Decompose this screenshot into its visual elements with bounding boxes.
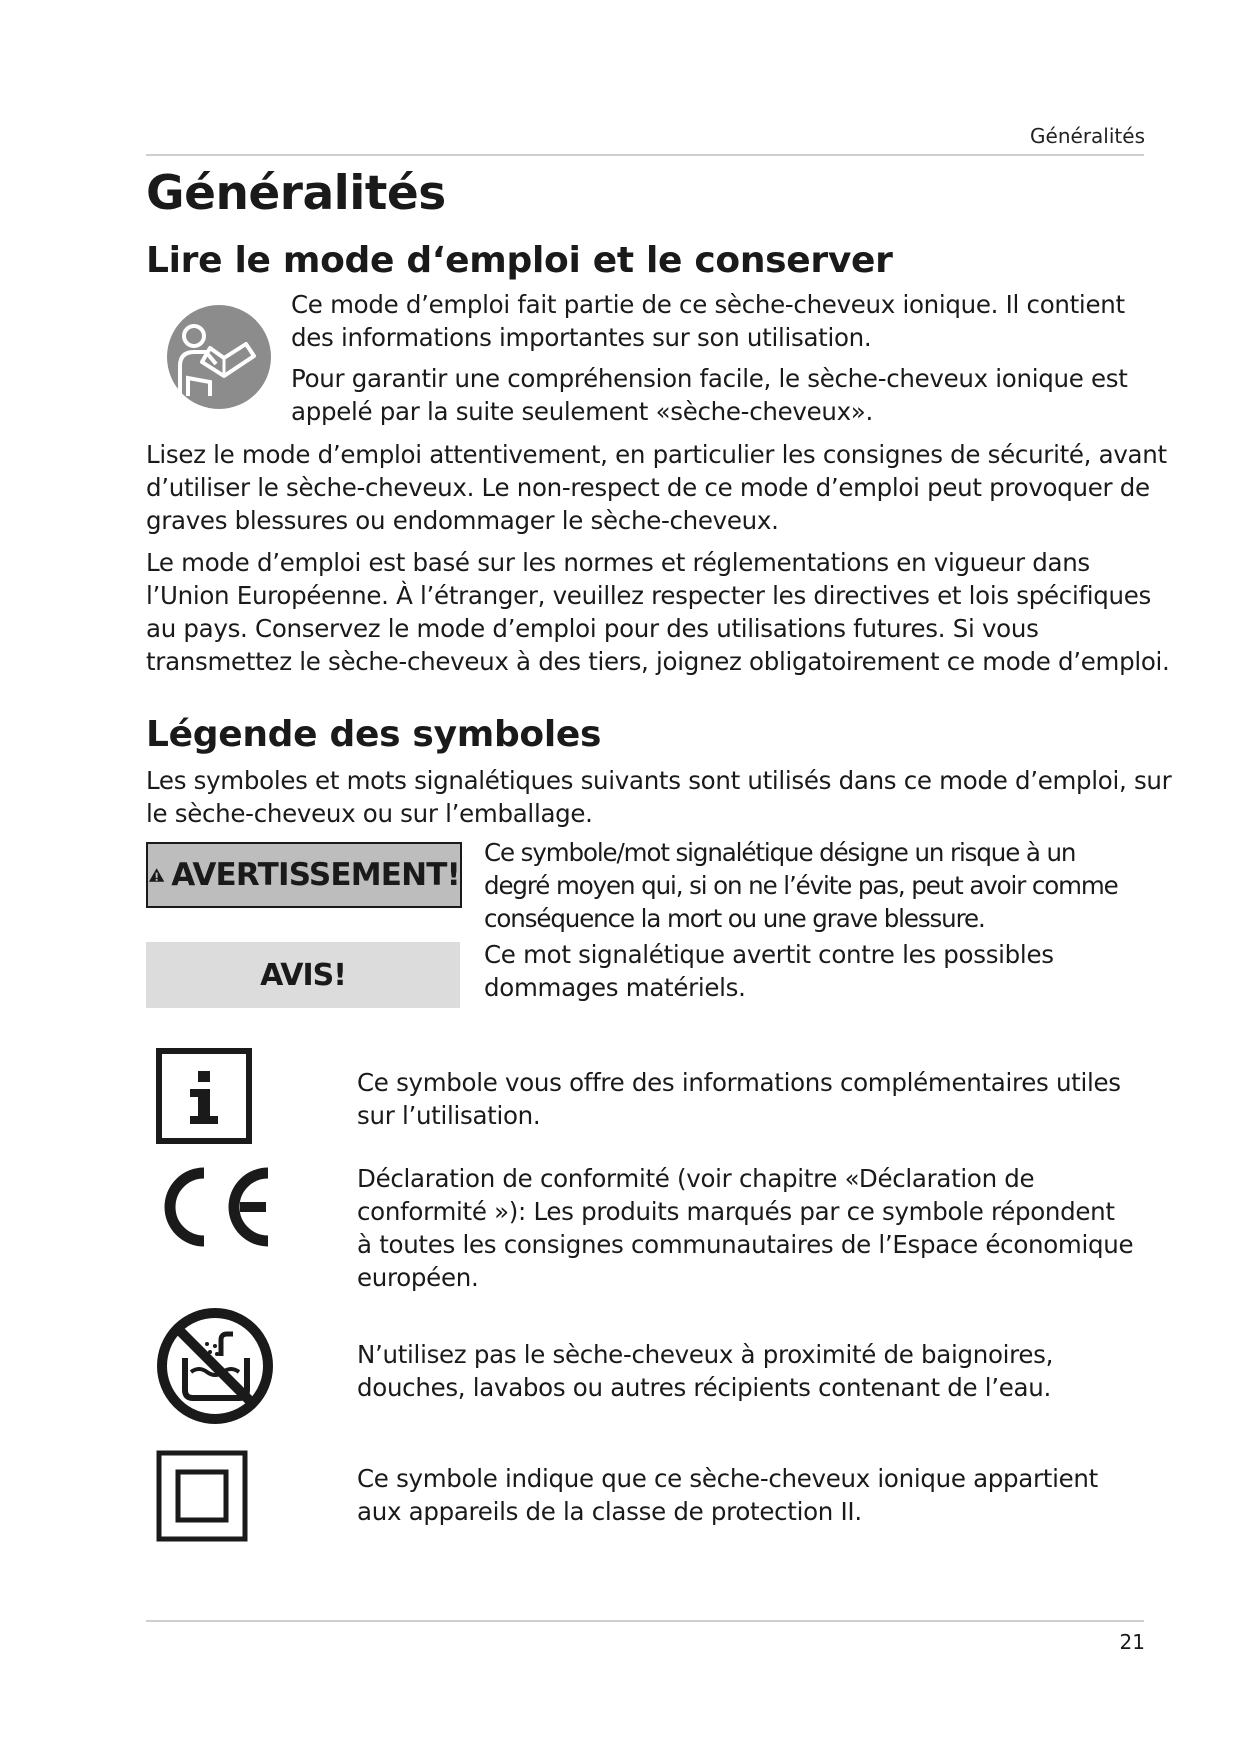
- no-water-symbol-description: N’utilisez pas le sèche-cheveux à proximité de baignoires, douches, lavabos ou autres récipients contenant de l’eau.: [357, 1340, 1054, 1402]
- no-water-icon: [155, 1306, 275, 1426]
- ce-mark-icon: [160, 1164, 276, 1250]
- protection-class-description: Ce symbole indique que ce sèche-cheveux ionique appartient aux appareils de la classe de protection II.: [357, 1464, 1098, 1526]
- warning-label: AVERTISSEMENT!: [171, 857, 460, 893]
- warning-signal-box: [146, 842, 462, 908]
- info-symbol-description: Ce symbole vous offre des informations complémentaires utiles sur l’utilisation.: [357, 1068, 1121, 1130]
- symbols-intro-paragraph: Les symboles et mots signalétiques suivants sont utilisés dans ce mode d’emploi, sur le sèche-cheveux ou sur l’emballage.: [146, 766, 1172, 828]
- running-header: Généralités: [1030, 124, 1145, 148]
- section-heading-read-manual: Lire le mode d‘emploi et le conserver: [146, 240, 893, 281]
- notice-description: Ce mot signalétique avertit contre les possibles dommages matériels.: [484, 940, 1054, 1002]
- notice-label: AVIS!: [260, 957, 346, 993]
- page-number: 21: [1119, 1630, 1145, 1654]
- info-icon: [156, 1048, 252, 1144]
- footer-divider: [146, 1620, 1144, 1622]
- eu-norms-paragraph: Le mode d’emploi est basé sur les normes et réglementations en vigueur dans l’Union Européenne. À l’étranger, veuillez respecter les directives et lois spécifiques au pays. Conservez le mode d’emploi pour des utilisations futures. Si vous transmettez le sèche-cheveux à des tiers, joignez obligatoirement ce mode d’emploi.: [146, 548, 1170, 676]
- read-carefully-paragraph: Lisez le mode d’emploi attentivement, en particulier les consignes de sécurité, avant d’utiliser le sèche-cheveux. Le non-respect de ce mode d’emploi peut provoquer de graves blessures ou endommager le sèche-cheveux.: [146, 440, 1167, 535]
- header-divider: [146, 154, 1144, 156]
- section-heading-symbols: Légende des symboles: [146, 714, 602, 755]
- warning-triangle-icon: [148, 859, 165, 891]
- protection-class-ii-icon: [156, 1450, 248, 1542]
- read-manual-icon: [166, 304, 272, 410]
- page-title: Généralités: [146, 166, 446, 221]
- notice-signal-box: [146, 942, 460, 1008]
- naming-paragraph: Pour garantir une compréhension facile, le sèche-cheveux ionique est appelé par la suite seulement «sèche-cheveux».: [291, 364, 1128, 426]
- ce-symbol-description: Déclaration de conformité (voir chapitre «Déclaration de conformité »): Les produits marqués par ce symbole répondent à toutes les consignes communautaires de l’Espace économique européen.: [357, 1164, 1134, 1292]
- intro-paragraph: Ce mode d’emploi fait partie de ce sèche-cheveux ionique. Il contient des informations importantes sur son utilisation.: [291, 290, 1125, 352]
- warning-description: Ce symbole/mot signalétique désigne un risque à un degré moyen qui, si on ne l’évite pas, peut avoir comme conséquence la mort ou une grave blessure.: [484, 838, 1118, 933]
